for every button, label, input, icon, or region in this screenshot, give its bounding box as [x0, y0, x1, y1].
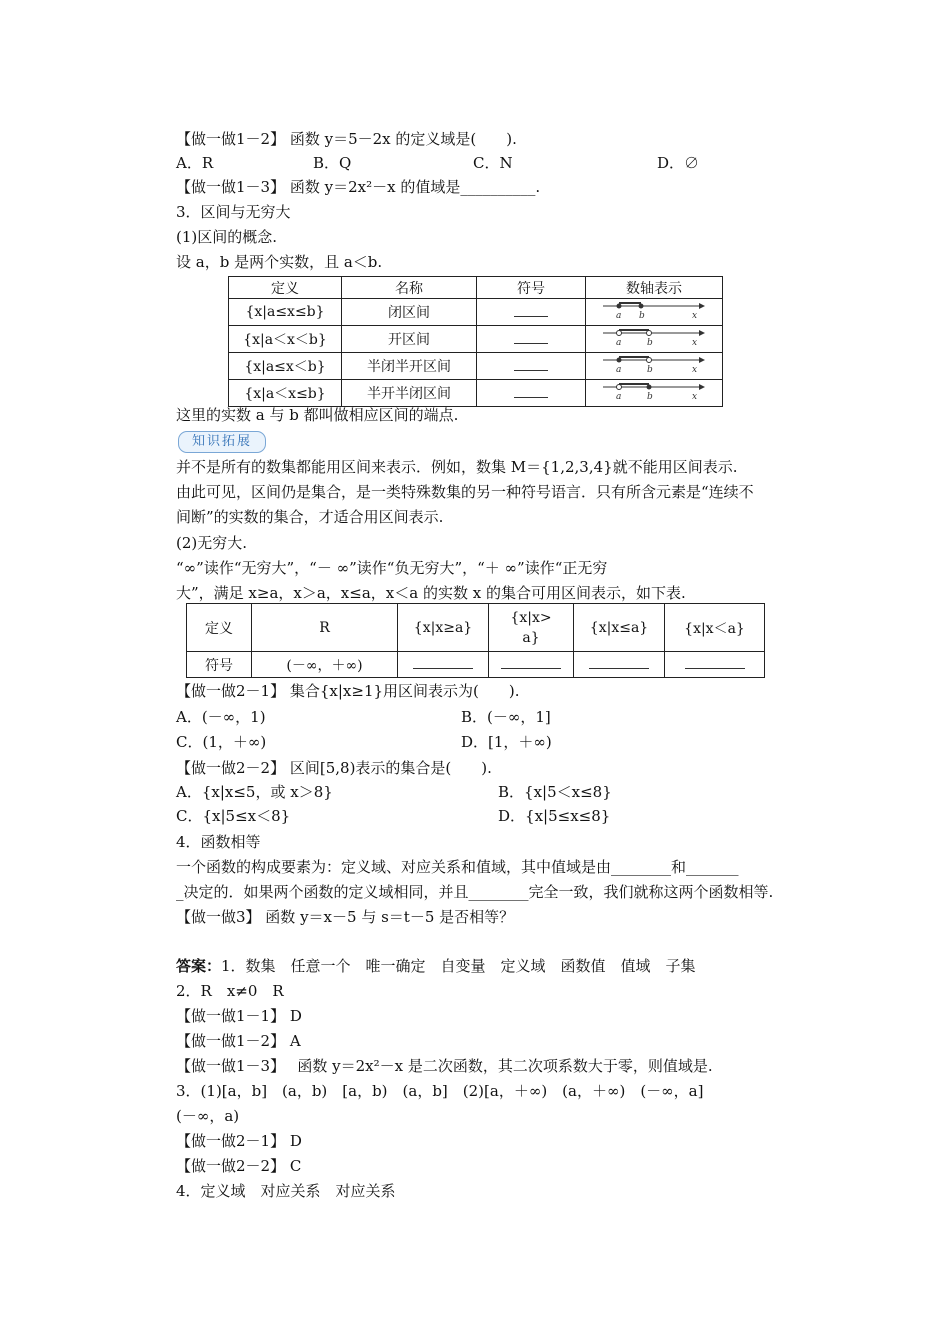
row-symbol-blank [477, 353, 586, 380]
row-def: {x|a＜x＜b} [229, 326, 342, 353]
cell-symbol-label: 符号 [187, 652, 252, 678]
svg-text:a: a [616, 338, 622, 348]
blank-cell [665, 652, 765, 678]
answer-2-1: 【做一做2－1】 D [176, 1132, 302, 1150]
subsection-1-title: (1)区间的概念. [176, 228, 278, 246]
table-row [229, 380, 723, 407]
col-def: 定义 [229, 277, 342, 299]
answer-1-3: 【做一做1－3】 函数 y＝2x²－x 是二次函数，其二次项系数大于零，则值域是. [176, 1057, 713, 1075]
extension-para-line3: 间断”的实数的集合，才适合用区间表示. [176, 508, 444, 526]
endpoint-note: 这里的实数 a 与 b 都叫做相应区间的端点. [176, 406, 459, 424]
row-name: 闭区间 [342, 299, 477, 326]
svg-text:b: b [639, 311, 645, 321]
svg-text:b: b [647, 365, 653, 375]
option-d: D．[1，＋∞) [461, 733, 552, 751]
equality-para-line2: _决定的．如果两个函数的定义域相同，并且________完全一致，我们就称这两个函数相等. [176, 883, 774, 901]
answer-4: 4．定义域 对应关系 对应关系 [176, 1182, 396, 1200]
option-c: C．(1，＋∞) [176, 733, 267, 751]
option-c: C．N [473, 154, 513, 172]
subsection-2-title: (2)无穷大. [176, 534, 248, 552]
row-symbol-blank [477, 299, 586, 326]
col-symbol: 符号 [477, 277, 586, 299]
row-name: 半闭半开区间 [342, 353, 477, 380]
row-symbol-blank [477, 326, 586, 353]
infinity-para-line1: “∞”读作“无穷大”，“－ ∞”读作“负无穷大”，“＋ ∞”读作“正无穷 [176, 559, 608, 577]
number-line-open-svg [599, 326, 709, 348]
exercise-3: 【做一做3】 函数 y＝x－5 与 s＝t－5 是否相等？ [176, 908, 515, 926]
exercise-2-2: 【做一做2－2】 区间[5,8)表示的集合是( ). [176, 759, 492, 777]
option-b: B．{x|5＜x≤8} [498, 783, 612, 801]
option-a: A．(－∞，1) [176, 708, 266, 726]
interval-premise: 设 a，b 是两个实数，且 a＜b. [176, 253, 383, 271]
answer-1-1: 【做一做1－1】 D [176, 1007, 302, 1025]
equality-para-line1: 一个函数的构成要素为：定义域、对应关系和值域，其中值域是由________和_______ [176, 858, 739, 876]
svg-text:b: b [647, 392, 653, 402]
number-line-closed-svg [599, 299, 709, 321]
answer-2-2: 【做一做2－2】 C [176, 1157, 302, 1175]
cell-r: R [252, 604, 398, 652]
col-axis: 数轴表示 [586, 277, 723, 299]
cell-le: {x|x≤a} [574, 604, 665, 652]
option-d: D．∅ [657, 154, 700, 172]
svg-text:x: x [692, 338, 698, 348]
infinity-para-line2: 大”，满足 x≥a，x＞a，x≤a，x＜a 的实数 x 的集合可用区间表示，如下表. [176, 584, 686, 602]
option-b: B．(－∞，1] [461, 708, 551, 726]
cell-def-label: 定义 [187, 604, 252, 652]
exercise-1-3: 【做一做1－3】 函数 y＝2x²－x 的值域是__________. [176, 178, 541, 196]
cell-gt-line2: a} [522, 629, 540, 646]
answer-3-line2: (－∞，a) [176, 1107, 240, 1125]
table-row [229, 299, 723, 326]
answers-label: 答案： [176, 957, 222, 975]
svg-text:x: x [692, 392, 698, 402]
option-b: B．Q [313, 154, 352, 172]
exercise-1-2: 【做一做1－2】 函数 y＝5－2x 的定义域是( ). [176, 130, 517, 148]
knowledge-extension-badge: 知识拓展 [178, 431, 266, 453]
svg-text:a: a [616, 392, 622, 402]
number-line-closed [586, 299, 723, 326]
option-c: C．{x|5≤x＜8} [176, 807, 291, 825]
number-line-half-open [586, 380, 723, 407]
number-line-half-closed [586, 353, 723, 380]
option-a: A．{x|x≤5，或 x＞8} [176, 783, 333, 801]
option-a: A．R [176, 154, 214, 172]
number-line-half-closed-svg [599, 353, 709, 375]
answers-text: 1．数集 任意一个 唯一确定 自变量 定义域 函数值 值域 子集 [221, 957, 696, 975]
svg-text:b: b [647, 338, 653, 348]
exercise-2-1: 【做一做2－1】 集合{x|x≥1}用区间表示为( ). [176, 682, 520, 700]
table-row [229, 353, 723, 380]
row-def: {x|a≤x＜b} [229, 353, 342, 380]
row-symbol-blank [477, 380, 586, 407]
cell-ge: {x|x≥a} [398, 604, 489, 652]
cell-gt [489, 604, 574, 652]
cell-r-symbol: (－∞，＋∞) [252, 652, 398, 678]
cell-lt: {x|x＜a} [665, 604, 765, 652]
answer-1-2: 【做一做1－2】 A [176, 1032, 301, 1050]
col-name: 名称 [342, 277, 477, 299]
answers-line1 [176, 955, 696, 977]
cell-gt-line1: {x|x> [510, 609, 552, 626]
infinity-table [186, 603, 765, 678]
number-line-open [586, 326, 723, 353]
answer-3-line1: 3．(1)[a，b] (a，b) [a，b) (a，b] (2)[a，＋∞) (a，＋∞) (－∞，a] [176, 1082, 704, 1100]
extension-para-line2: 由此可见，区间仍是集合，是一类特殊数集的另一种符号语言．只有所含元素是“连续不 [176, 483, 754, 501]
blank-cell [574, 652, 665, 678]
row-name: 半开半闭区间 [342, 380, 477, 407]
answers-line2: 2．R x≠0 R [176, 982, 284, 1000]
section-4-title: 4．函数相等 [176, 833, 261, 851]
table-row [229, 326, 723, 353]
extension-para-line1: 并不是所有的数集都能用区间来表示．例如，数集 M＝{1,2,3,4}就不能用区间表示. [176, 458, 738, 476]
svg-text:a: a [616, 365, 622, 375]
table-row [187, 604, 765, 652]
table-row [187, 652, 765, 678]
interval-table [228, 276, 723, 407]
row-def: {x|a＜x≤b} [229, 380, 342, 407]
blank-cell [489, 652, 574, 678]
svg-text:x: x [692, 311, 698, 321]
number-line-half-open-svg [599, 380, 709, 402]
section-3-title: 3．区间与无穷大 [176, 203, 291, 221]
option-d: D．{x|5≤x≤8} [498, 807, 611, 825]
svg-text:a: a [616, 311, 622, 321]
row-name: 开区间 [342, 326, 477, 353]
blank-cell [398, 652, 489, 678]
row-def: {x|a≤x≤b} [229, 299, 342, 326]
svg-text:x: x [692, 365, 698, 375]
